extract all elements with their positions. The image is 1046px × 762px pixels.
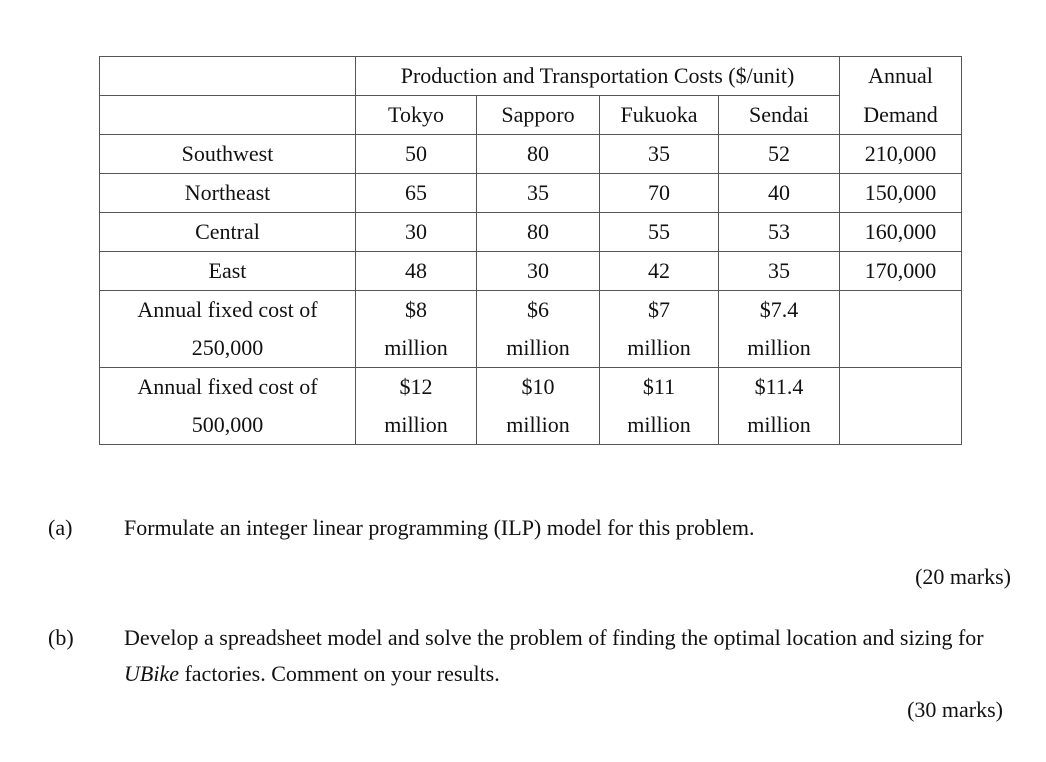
fixed-cost-cell: $7 xyxy=(600,291,719,330)
question-b-label: (b) xyxy=(48,625,74,650)
table-row xyxy=(100,252,962,291)
cost-table xyxy=(99,56,962,445)
empty-demand-cell xyxy=(840,368,962,407)
demand-cell: 210,000 xyxy=(840,135,962,174)
cost-cell: 42 xyxy=(600,252,719,291)
question-b-marks: (30 marks) xyxy=(907,697,1003,722)
question-b-text-emphasis: UBike xyxy=(124,661,179,686)
fixed-cost-250-row-top xyxy=(100,291,962,330)
fixed-cost-cell: $8 xyxy=(356,291,477,330)
fixed-cost-cell: million xyxy=(477,406,600,445)
header-row-1 xyxy=(100,57,962,96)
fixed-cost-cell: million xyxy=(719,406,840,445)
fixed-cost-cell: $11.4 xyxy=(719,368,840,407)
header-annual: Annual xyxy=(840,57,962,96)
header-city-fukuoka: Fukuoka xyxy=(600,96,719,135)
header-row-2 xyxy=(100,96,962,135)
cost-cell: 80 xyxy=(477,135,600,174)
header-city-sapporo: Sapporo xyxy=(477,96,600,135)
fixed-cost-cell: $11 xyxy=(600,368,719,407)
fixed-cost-250-row-bottom xyxy=(100,329,962,368)
table-row xyxy=(100,213,962,252)
fixed-cost-cell: $6 xyxy=(477,291,600,330)
fixed-cost-cell: million xyxy=(356,406,477,445)
fixed-cost-label: 250,000 xyxy=(100,329,356,368)
cost-cell: 48 xyxy=(356,252,477,291)
demand-cell: 150,000 xyxy=(840,174,962,213)
fixed-cost-cell: million xyxy=(477,329,600,368)
question-b-text-after: factories. Comment on your results. xyxy=(178,661,500,686)
cost-cell: 30 xyxy=(356,213,477,252)
cost-cell: 80 xyxy=(477,213,600,252)
fixed-cost-label: Annual fixed cost of xyxy=(100,368,356,407)
question-a xyxy=(0,510,1046,550)
demand-cell: 160,000 xyxy=(840,213,962,252)
fixed-cost-500-row-top xyxy=(100,368,962,407)
cost-cell: 55 xyxy=(600,213,719,252)
header-city-tokyo: Tokyo xyxy=(356,96,477,135)
cost-cell: 35 xyxy=(600,135,719,174)
cost-cell: 52 xyxy=(719,135,840,174)
region-label: Southwest xyxy=(100,135,356,174)
question-b-text xyxy=(124,620,1024,692)
fixed-cost-cell: million xyxy=(356,329,477,368)
fixed-cost-label: 500,000 xyxy=(100,406,356,445)
fixed-cost-label: Annual fixed cost of xyxy=(100,291,356,330)
fixed-cost-cell: million xyxy=(600,406,719,445)
cost-cell: 50 xyxy=(356,135,477,174)
header-city-sendai: Sendai xyxy=(719,96,840,135)
question-a-marks: (20 marks) xyxy=(915,564,1011,589)
region-label: Central xyxy=(100,213,356,252)
question-b-text-before: Develop a spreadsheet model and solve the problem of finding the optimal location and sizing for xyxy=(124,625,984,650)
table-row xyxy=(100,135,962,174)
region-label: Northeast xyxy=(100,174,356,213)
cost-cell: 70 xyxy=(600,174,719,213)
cost-cell: 40 xyxy=(719,174,840,213)
fixed-cost-cell: million xyxy=(600,329,719,368)
cost-cell: 53 xyxy=(719,213,840,252)
fixed-cost-cell: million xyxy=(719,329,840,368)
table-row xyxy=(100,174,962,213)
fixed-cost-500-row-bottom xyxy=(100,406,962,445)
fixed-cost-cell: $10 xyxy=(477,368,600,407)
header-empty-cell xyxy=(100,57,356,96)
question-a-text: Formulate an integer linear programming (ILP) model for this problem. xyxy=(124,515,755,540)
empty-demand-cell xyxy=(840,406,962,445)
fixed-cost-cell: $7.4 xyxy=(719,291,840,330)
question-b xyxy=(0,620,1046,696)
cost-cell: 35 xyxy=(719,252,840,291)
cost-cell: 35 xyxy=(477,174,600,213)
empty-demand-cell xyxy=(840,291,962,330)
header-empty-cell xyxy=(100,96,356,135)
fixed-cost-cell: $12 xyxy=(356,368,477,407)
region-label: East xyxy=(100,252,356,291)
question-a-label: (a) xyxy=(48,515,73,540)
demand-cell: 170,000 xyxy=(840,252,962,291)
cost-cell: 65 xyxy=(356,174,477,213)
header-demand: Demand xyxy=(840,96,962,135)
header-costs-title: Production and Transportation Costs ($/unit) xyxy=(356,57,840,96)
cost-cell: 30 xyxy=(477,252,600,291)
empty-demand-cell xyxy=(840,329,962,368)
